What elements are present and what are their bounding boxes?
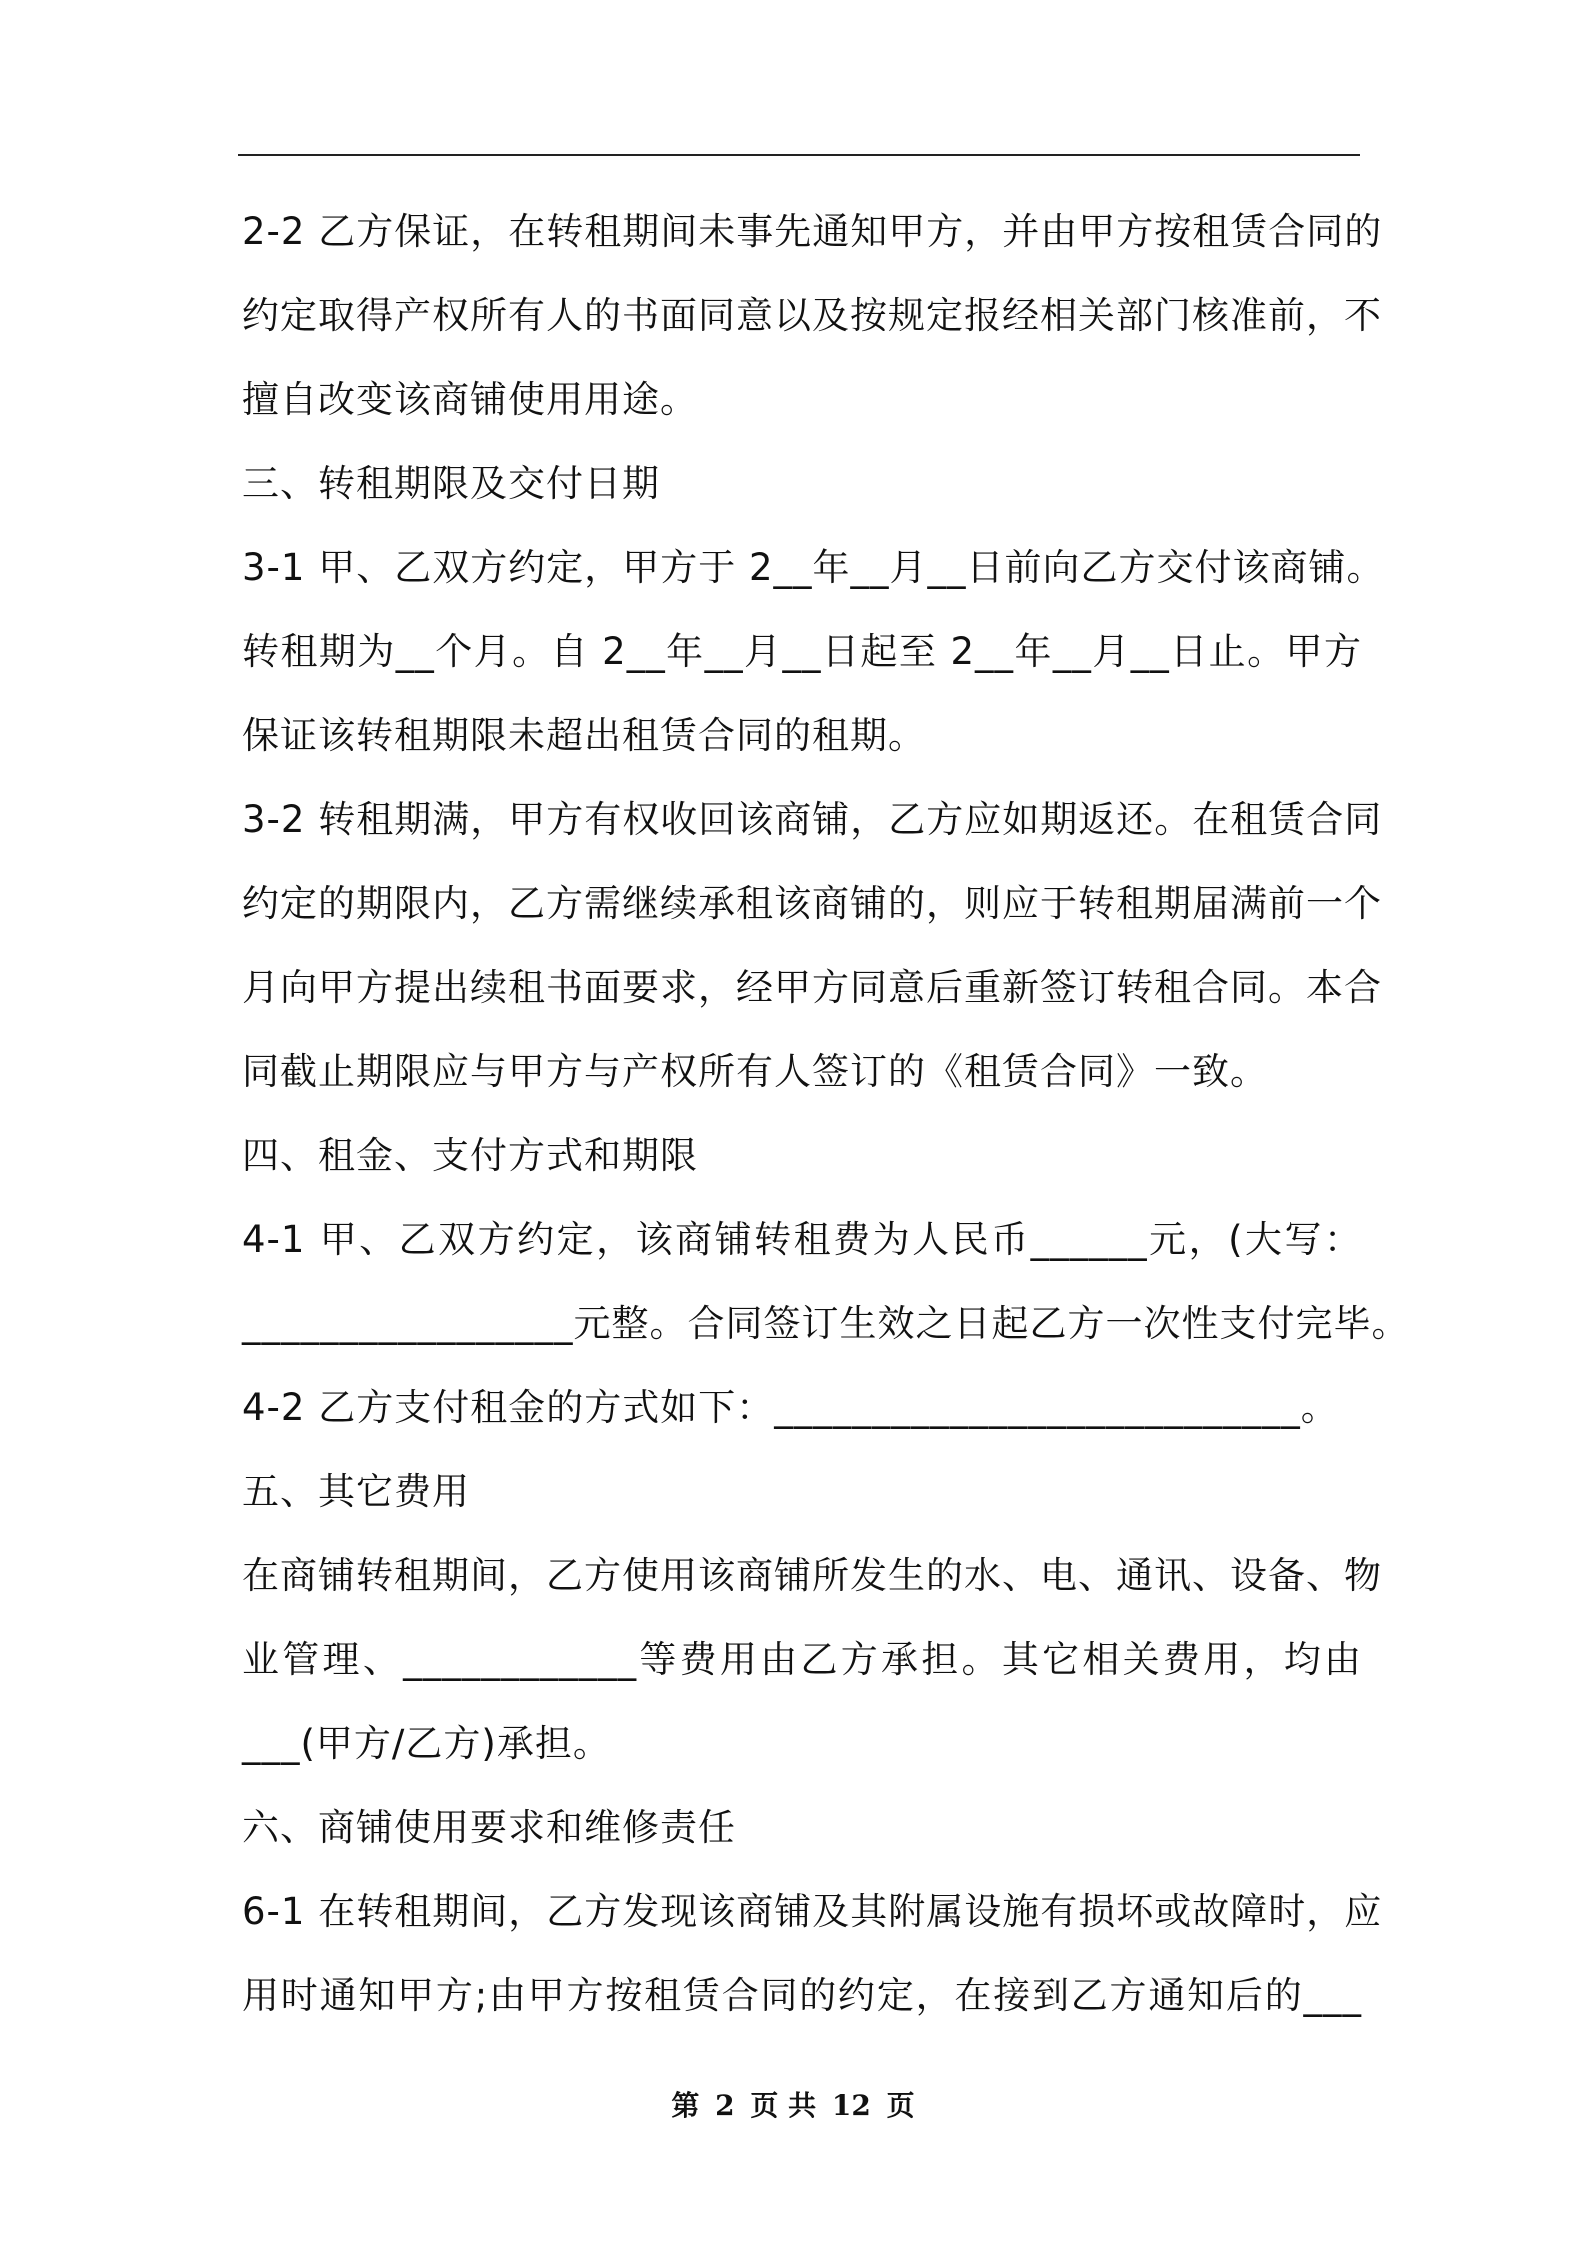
paragraph-line: 在商铺转租期间，乙方使用该商铺所发生的水、电、通讯、设备、物 [242,1554,1382,1597]
total-page-count: 12 [831,2089,871,2122]
paragraph-line: 3-2 转租期满，甲方有权收回该商铺，乙方应如期返还。在租赁合同 [242,798,1383,841]
paragraph-line: 转租期为__个月。自 2__年__月__日起至 2__年__月__日止。甲方 [242,630,1362,673]
paragraph-line: 擅自改变该商铺使用用途。 [242,378,698,421]
paragraph-line: 同截止期限应与甲方与产权所有人签订的《租赁合同》一致。 [242,1050,1268,1093]
section-heading: 四、租金、支付方式和期限 [242,1134,698,1177]
paragraph-line: 2-2 乙方保证，在转租期间未事先通知甲方，并由甲方按租赁合同的 [242,210,1383,253]
footer-middle: 页 共 [750,2089,817,2122]
section-heading: 三、转租期限及交付日期 [242,462,660,505]
paragraph-line: ___(甲方/乙方)承担。 [242,1722,611,1765]
paragraph-line: _________________元整。合同签订生效之日起乙方一次性支付完毕。 [242,1302,1410,1345]
footer-prefix: 第 [671,2089,700,2122]
paragraph-line: 4-1 甲、乙双方约定，该商铺转租费为人民币______元，(大写： [242,1218,1362,1261]
paragraph-line: 用时通知甲方;由甲方按租赁合同的约定，在接到乙方通知后的___ [242,1974,1362,2017]
footer-suffix: 页 [886,2089,915,2122]
current-page-number: 2 [715,2089,735,2122]
paragraph-line: 3-1 甲、乙双方约定，甲方于 2__年__月__日前向乙方交付该商铺。 [242,546,1385,589]
paragraph-line: 约定取得产权所有人的书面同意以及按规定报经相关部门核准前，不 [242,294,1382,337]
paragraph-line: 约定的期限内，乙方需继续承租该商铺的，则应于转租期届满前一个 [242,882,1382,925]
paragraph-line: 月向甲方提出续租书面要求，经甲方同意后重新签订转租合同。本合 [242,966,1382,1009]
paragraph-line: 保证该转租期限未超出租赁合同的租期。 [242,714,926,757]
paragraph-line: 4-2 乙方支付租金的方式如下：___________________________。 [242,1386,1339,1429]
paragraph-line: 业管理、____________等费用由乙方承担。其它相关费用，均由 [242,1638,1362,1681]
header-rule [238,154,1360,156]
paragraph-line: 6-1 在转租期间，乙方发现该商铺及其附属设施有损坏或故障时，应 [242,1890,1383,1933]
section-heading: 六、商铺使用要求和维修责任 [242,1806,736,1849]
section-heading: 五、其它费用 [242,1470,470,1513]
page-footer [0,2084,1586,2124]
document-body [242,190,1410,2038]
